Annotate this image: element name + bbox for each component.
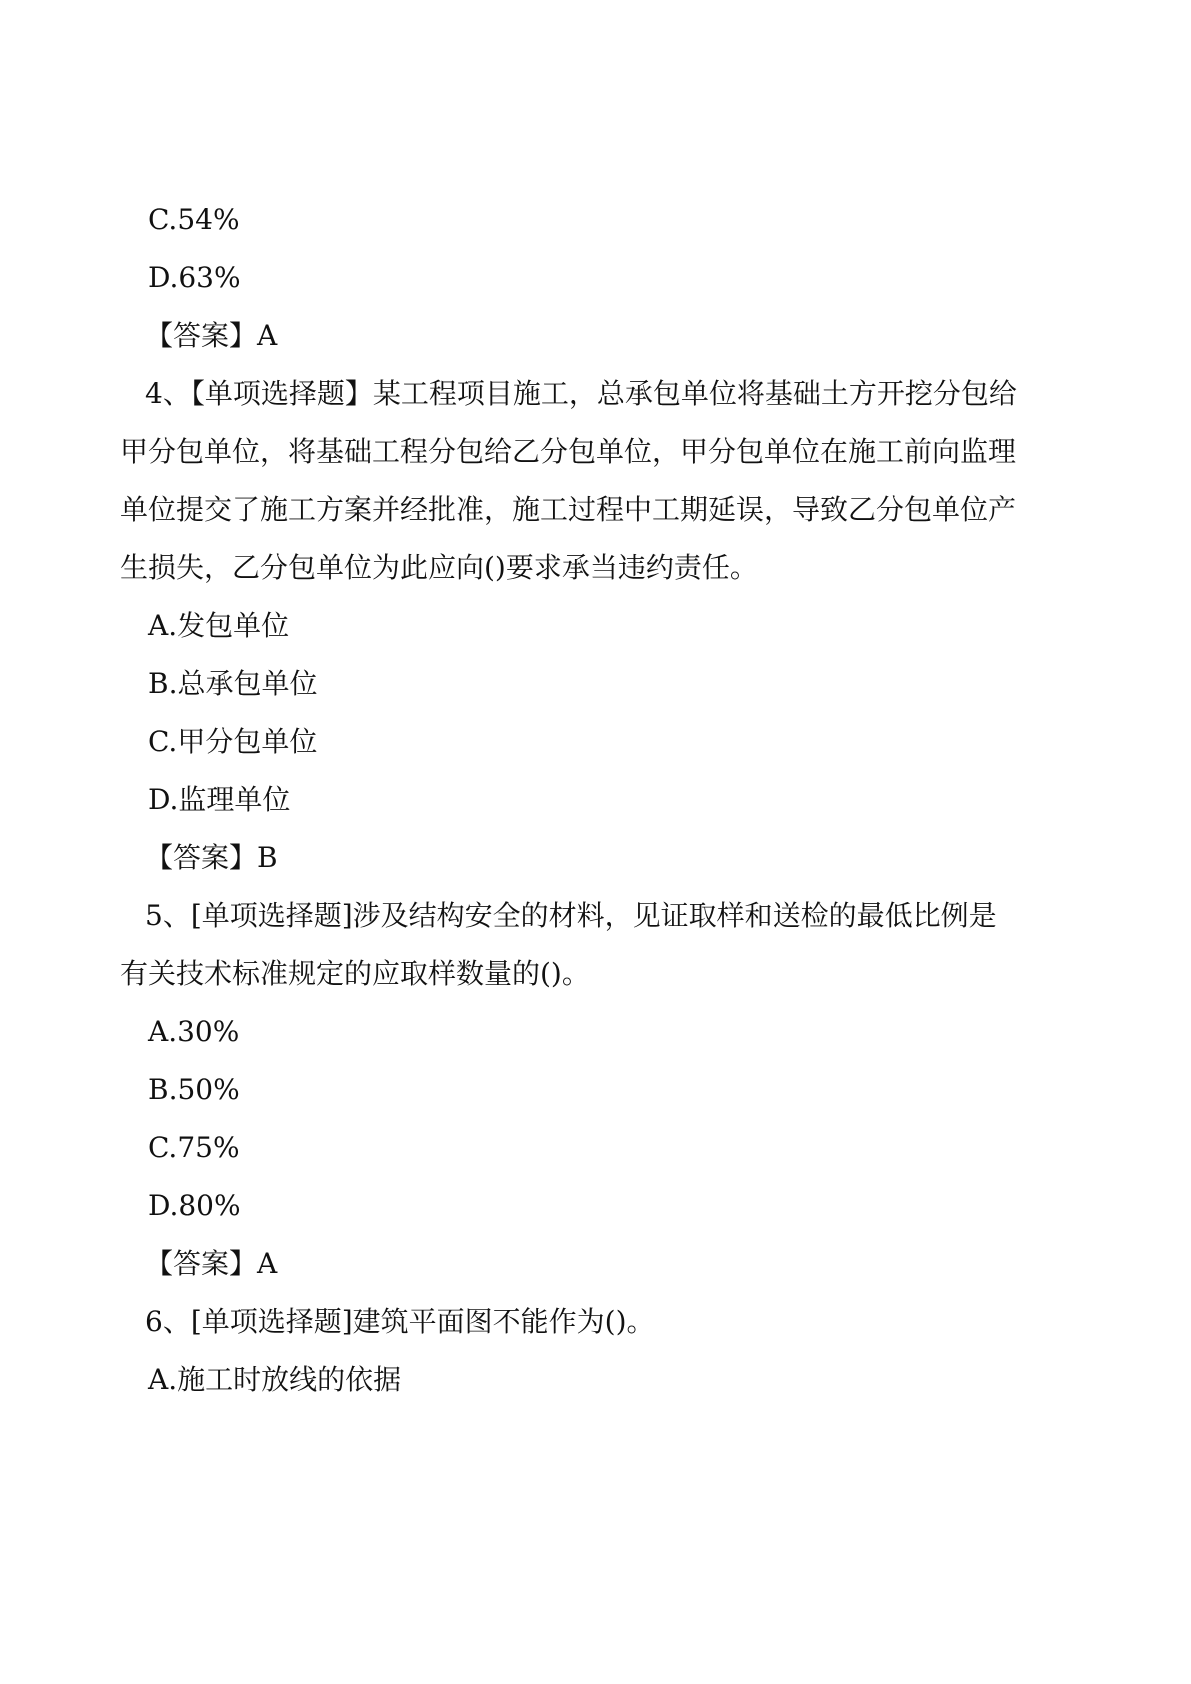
q5-option-c: C.75% [148, 1131, 240, 1164]
q5-stem-line-2: 有关技术标准规定的应取样数量的()。 [120, 957, 590, 990]
q6-option-a: A.施工时放线的依据 [148, 1363, 402, 1396]
q5-answer: 【答案】A [145, 1247, 278, 1280]
q4-option-a: A.发包单位 [148, 609, 290, 642]
q3-option-d: D.63% [148, 261, 241, 294]
q4-stem-line-3: 单位提交了施工方案并经批准，施工过程中工期延误，导致乙分包单位产 [120, 493, 1017, 526]
q4-answer: 【答案】B [145, 841, 278, 874]
q3-option-c: C.54% [148, 203, 240, 236]
q4-stem-line-2: 甲分包单位，将基础工程分包给乙分包单位，甲分包单位在施工前向监理 [120, 435, 1017, 468]
q4-option-d: D.监理单位 [148, 783, 291, 816]
q5-option-b: B.50% [148, 1073, 240, 1106]
q4-stem-line-1: 4、【单项选择题】某工程项目施工，总承包单位将基础土方开挖分包给 [145, 377, 1017, 410]
q3-answer: 【答案】A [145, 319, 278, 352]
q4-option-b: B.总承包单位 [148, 667, 318, 700]
q5-option-a: A.30% [148, 1015, 240, 1048]
q5-stem-line-1: 5、[单项选择题]涉及结构安全的材料，见证取样和送检的最低比例是 [145, 899, 997, 932]
q4-option-c: C.甲分包单位 [148, 725, 318, 758]
q5-option-d: D.80% [148, 1189, 241, 1222]
q4-stem-line-4: 生损失，乙分包单位为此应向()要求承当违约责任。 [120, 551, 758, 584]
q6-stem-line-1: 6、[单项选择题]建筑平面图不能作为()。 [145, 1305, 655, 1338]
